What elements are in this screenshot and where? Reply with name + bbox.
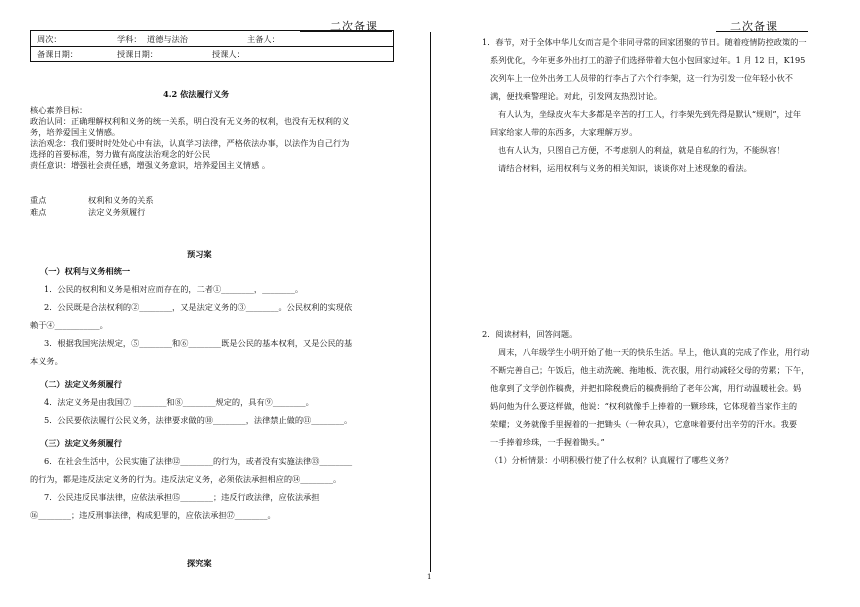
question-1 [482,33,807,177]
preview-item: 5．公民要依法履行公民义务，法律要求做的⑩________，法律禁止做的⑪________。 [44,415,353,425]
q1-line: 回家给家人带的东西多，大家理解万岁。 [490,127,638,137]
section-heading: （一）权利与义务相统一 [40,266,131,276]
q2-line: 2．阅读材料，回答问题。 [482,329,578,339]
q1-line: 系列优化，今年更多外出打工的游子们选择带着大包小包回家过年。1 月 12 日，K195 [490,55,806,65]
q1-line: 满，便找乘警理论。对此，引发网友热烈讨论。 [490,91,662,101]
core-line: 法治观念：我们要时时处处心中有法，认真学习法律，严格依法办事，以法作为自己行为 [30,138,350,148]
right-header-underline [716,31,808,32]
preview-item: 1．公民的权利和义务是相对应而存在的，二者①________，________。 [44,284,304,294]
page-divider [430,32,431,572]
section-items [30,393,352,429]
preview-item: 2．公民既是合法权利的②________，又是法定义务的③________。公民权利的实现依 [44,302,353,312]
section-heading: （三）法定义务须履行 [40,438,122,448]
core-heading: 核心素养目标： [30,105,88,115]
lesson-title: 4.2 依法履行义务 [163,89,230,99]
key-point-value: 权利和义务的关系 [88,195,154,205]
section-heading: （二）法定义务须履行 [40,379,122,389]
info-box [30,30,394,62]
preview-title: 预习案 [187,249,212,259]
core-line: 责任意识：增强社会责任感，增强义务意识，培养爱国主义情感 。 [30,160,271,170]
subject-value: 道德与法治 [147,34,188,44]
preparer-label: 主备人： [247,34,280,44]
q1-line: 有人认为，坐绿皮火车大多都是辛苦的打工人，行李架先到先得是默认“规则”，过年 [498,109,802,119]
preview-item: 4．法定义务是由我国⑦ ________和⑧________规定的，具有⑨________。 [44,397,314,407]
section-items [30,452,352,524]
core-line: 务，培养爱国主义情感。 [30,127,121,137]
q1-line: 1．春节，对于全体中华儿女而言是个非同寻常的回家团聚的节日。随着疫情防控政策的一 [482,37,807,47]
q2-line: （1）分析情景：小明积极行使了什么权利？认真履行了哪些义务？ [490,455,733,465]
preview-item: 6．在社会生活中，公民实施了法律⑫________的行为，或者没有实施法律⑬________ [44,456,353,466]
inquiry-title: 探究案 [187,558,212,568]
subject-label: 学科： [117,34,142,44]
preview-item: 7．公民违反民事法律，应依法承担⑮________；违反行政法律，应依法承担 [44,492,320,502]
preview-item: 本义务。 [30,356,63,366]
preview-item: 3．根据我国宪法规定，⑤________和⑥________既是公民的基本权利，又是公民的基 [44,338,353,348]
q2-line: 不断完善自己；午饭后，他主动洗碗、拖地板、洗衣服，用行动减轻父母的劳累；下午， [490,365,810,375]
difficult-value: 法定义务须履行 [88,207,146,217]
info-box-divider [31,46,393,47]
date-label: 备课日期： [37,49,78,59]
key-point-label: 重点 [30,195,47,205]
teach-date-label: 授课日期： [117,49,158,59]
core-line: 选择的首要标准，努力做有高度法治观念的好公民 [30,149,211,159]
period-label: 周次： [37,34,62,44]
q1-line: 次列车上一位外出务工人员带的行李占了六个行李架，这一行为引发一位年轻小伙不 [490,73,793,83]
difficult-label: 难点 [30,207,47,217]
question-2 [482,325,810,469]
preview-item: 赖于④___________。 [30,320,108,330]
core-goals [30,116,349,171]
right-header-title: 二次备课 [730,20,778,33]
core-line: 政治认同：正确理解权利和义务的统一关系，明白没有无义务的权利，也没有无权利的义 [30,116,350,126]
section-items [30,280,352,370]
q2-line: 一手捧着珍珠，一手握着锄头。” [490,437,605,447]
q1-line: 请结合材料，运用权利与义务的相关知识，谈谈你对上述现象的看法。 [498,163,752,173]
teacher-label: 授课人： [212,49,245,59]
q1-line: 也有人认为，只图自己方便，不考虑别人的利益，就是自私的行为，不能纵容！ [498,145,785,155]
q2-line: 周末，八年级学生小明开始了他一天的快乐生活。早上，他认真的完成了作业，用行动 [498,347,810,357]
q2-line: 妈问他为什么要这样做，他说：“权利就像手上捧着的一颗珍珠，它体现着当家作主的 [490,401,798,411]
page-number: 1 [427,573,432,581]
preview-item: ⑯________；违反刑事法律，构成犯罪的，应依法承担⑰________。 [30,510,276,520]
left-header-title: 二次备课 [330,20,378,33]
preview-item: 的行为，都是违反法定义务的行为。违反法定义务，必须依法承担相应的⑭________。 [30,474,342,484]
q2-line: 荣耀；义务就像手里握着的一把锄头（一种农具），它意味着要付出辛劳的汗水。我要 [490,419,798,429]
q2-line: 他拿到了文学创作稿费，并把扣除税费后的稿费捐给了老年公寓，用行动温暖社会。妈 [490,383,802,393]
